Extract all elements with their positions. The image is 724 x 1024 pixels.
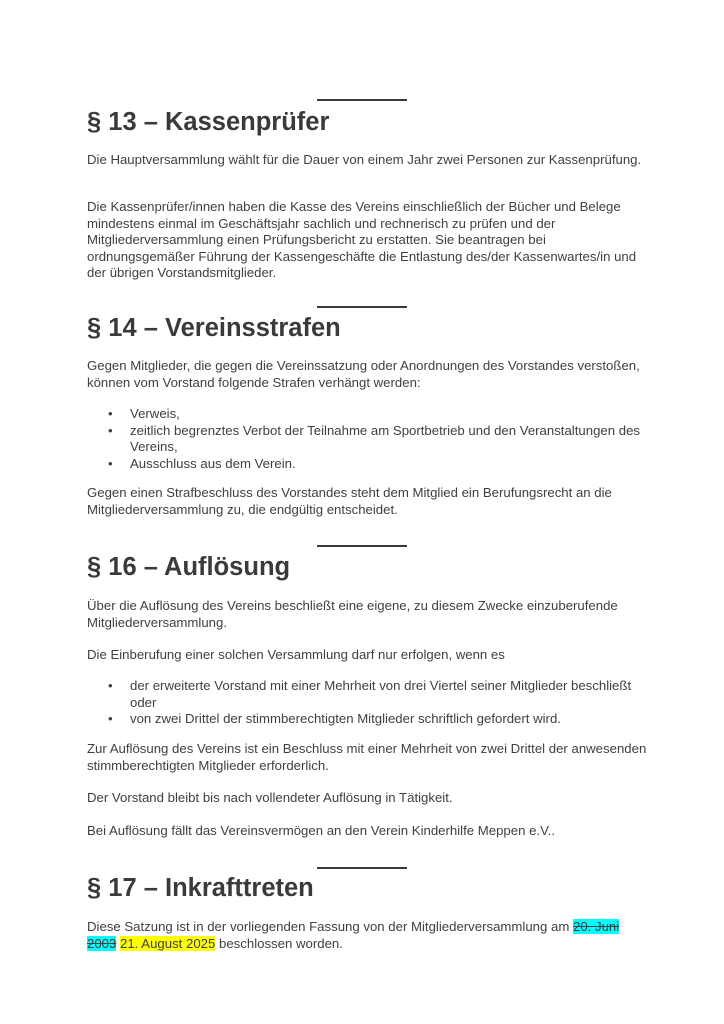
- section-17-text-before: Diese Satzung ist in der vorliegenden Fassung von der Mitgliederversammlung am: [87, 919, 573, 934]
- list-item-text: der erweiterte Vorstand mit einer Mehrheit von drei Viertel seiner Mitglieder beschließt oder: [130, 678, 632, 710]
- section-separator: [317, 545, 407, 547]
- section-17-paragraph: [87, 919, 647, 952]
- section-separator: [317, 867, 407, 869]
- section-16-paragraph-3: Zur Auflösung des Vereins ist ein Beschluss mit einer Mehrheit von zwei Drittel der anwesenden stimmberechtigten Mitglieder erforderlich.: [87, 741, 647, 773]
- old-date-highlight: 20. Juni 2003: [87, 919, 620, 951]
- list-item: [87, 711, 647, 728]
- section-separator: [317, 306, 407, 308]
- section-14-heading: § 14 – Vereinsstrafen: [87, 314, 341, 342]
- section-13-paragraph-1: Die Hauptversammlung wählt für die Dauer von einem Jahr zwei Personen zur Kassenprüfung.: [87, 152, 642, 167]
- bullet-icon: •: [108, 711, 113, 726]
- list-item: [87, 456, 647, 473]
- bullet-icon: •: [108, 455, 113, 471]
- section-14-penalty-list: [87, 406, 647, 472]
- section-13-paragraph-2: Die Kassenprüfer/innen haben die Kasse des Vereins einschließlich der Bücher und Belege mindestens einmal im Geschäftsjahr sachlich und rechnerisch zu prüfen und der Mitgliederversammlung einen Prüfungsbericht zu erstatten. Sie beantragen bei ordnungsgemäßer Führung der Kassengeschäfte die Entlastung des/der Kassenwartes/in und der übrigen Vorstandsmitglieder.: [87, 199, 637, 280]
- section-14-intro: Gegen Mitglieder, die gegen die Vereinssatzung oder Anordnungen des Vorstandes verstoßen, können vom Vorstand folgende Strafen verhängt werden:: [87, 358, 640, 390]
- section-separator: [317, 99, 407, 101]
- section-16-paragraph-2: Die Einberufung einer solchen Versammlung darf nur erfolgen, wenn es: [87, 647, 505, 662]
- section-17-heading: § 17 – Inkrafttreten: [87, 874, 314, 902]
- section-17-text-after: beschlossen worden.: [215, 935, 343, 951]
- list-item: [87, 423, 647, 456]
- list-item: [87, 406, 647, 423]
- section-16-paragraph-4: Der Vorstand bleibt bis nach vollendeter Auflösung in Tätigkeit.: [87, 790, 453, 805]
- new-date-highlight: 21. August 2025: [120, 935, 216, 951]
- section-16-paragraph-5: Bei Auflösung fällt das Vereinsvermögen an den Verein Kinderhilfe Meppen e.V..: [87, 823, 555, 838]
- section-14-outro: Gegen einen Strafbeschluss des Vorstandes steht dem Mitglied ein Berufungsrecht an die Mitgliederversammlung zu, die endgültig entscheidet.: [87, 485, 612, 517]
- section-16-heading: § 16 – Auflösung: [87, 553, 291, 581]
- list-item-text: zeitlich begrenztes Verbot der Teilnahme am Sportbetrieb und den Veranstaltungen des Vereins,: [130, 422, 641, 454]
- bullet-icon: •: [108, 678, 113, 693]
- list-item-text: Ausschluss aus dem Verein.: [130, 455, 296, 471]
- bullet-icon: •: [108, 422, 113, 438]
- list-item-text: von zwei Drittel der stimmberechtigten Mitglieder schriftlich gefordert wird.: [130, 711, 561, 726]
- section-16-paragraph-1: Über die Auflösung des Vereins beschließt eine eigene, zu diesem Zwecke einzuberufende Mitgliederversammlung.: [87, 598, 618, 630]
- list-item-text: Verweis,: [130, 406, 180, 421]
- section-16-condition-list: [87, 678, 647, 728]
- section-13-heading: § 13 – Kassenprüfer: [87, 108, 330, 136]
- bullet-icon: •: [108, 406, 113, 421]
- list-item: [87, 678, 647, 711]
